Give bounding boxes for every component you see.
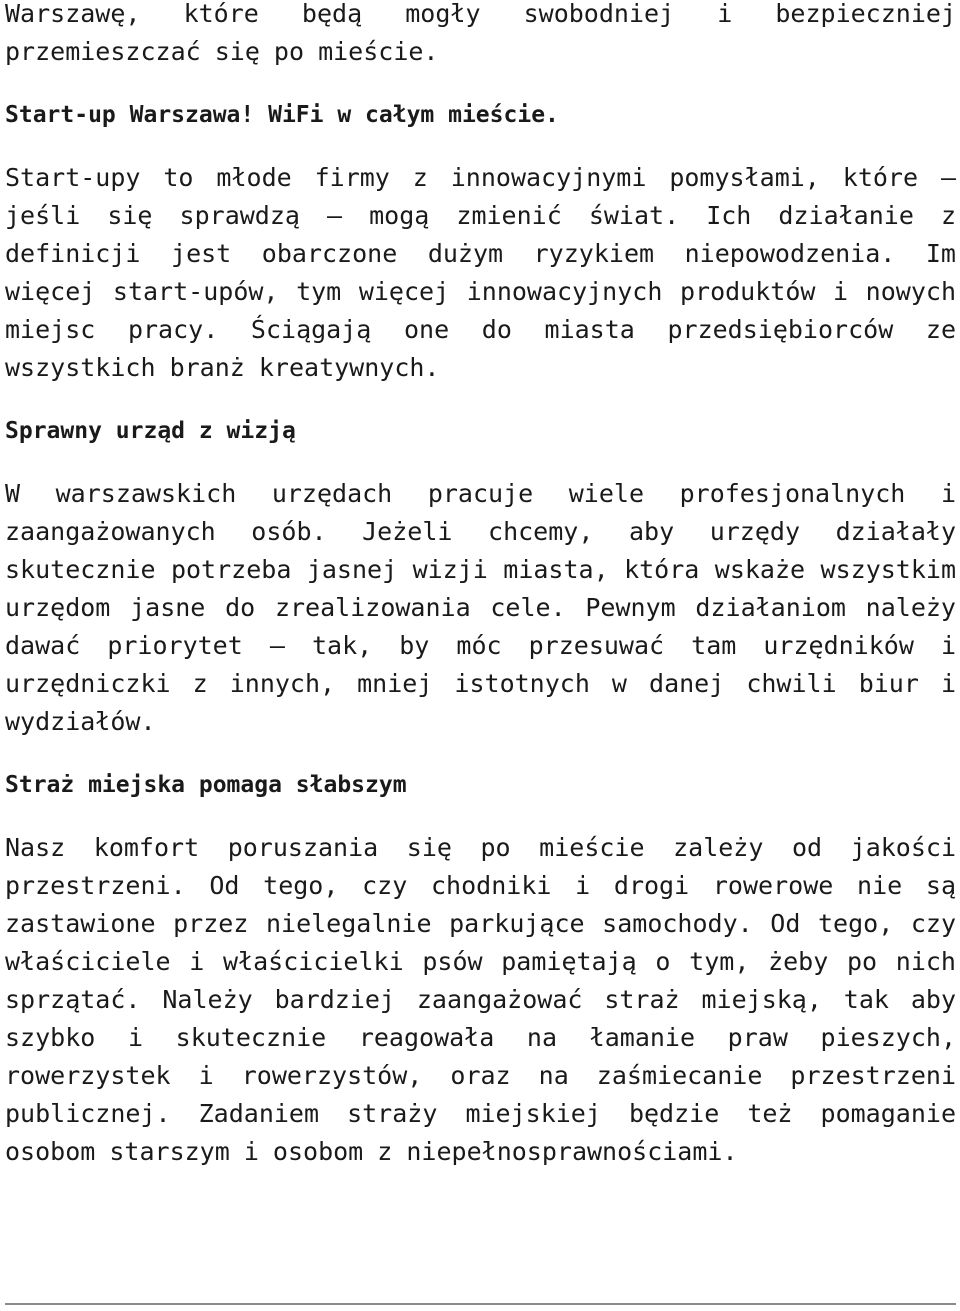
section-body-straz: Nasz komfort poruszania się po mieście zależy od jakości przestrzeni. Od tego, czy chodniki i drogi rowerowe nie są zastawione przez nielegalnie parkujące samochody. Od tego, czy właściciele i właścicielki psów pamiętają o tym, żeby po nich sprzątać. Należy bardziej zaangażować straż miejską, tak aby szybko i skutecznie reagowała na łamanie praw pieszych, rowerzystek i rowerzystów, oraz na zaśmiecanie przestrzeni publicznej. Zadaniem straży miejskiej będzie też pomaganie osobom starszym i osobom z niepełnosprawnościami. <box>5 833 956 1166</box>
section-body-urzad: W warszawskich urzędach pracuje wiele profesjonalnych i zaangażowanych osób. Jeżeli chcemy, aby urzędy działały skutecznie potrzeba jasnej wizji miasta, która wskaże wszystkim urzędom jasne do zrealizowania cele. Pewnym działaniom należy dawać priorytet – tak, by móc przesuwać tam urzędników i urzędniczki z innych, mniej istotnych w danej chwili biur i wydziałów. <box>5 479 956 736</box>
section-heading-startup: Start-up Warszawa! WiFi w całym mieście. <box>5 102 559 128</box>
document-page <box>5 0 956 1171</box>
section-heading-straz: Straż miejska pomaga słabszym <box>5 772 407 798</box>
footer-divider <box>5 1303 956 1305</box>
section-heading-urzad: Sprawny urząd z wizją <box>5 418 296 444</box>
intro-paragraph: Warszawę, które będą mogły swobodniej i bezpieczniej przemieszczać się po mieście. <box>5 0 956 66</box>
section-body-startup: Start-upy to młode firmy z innowacyjnymi pomysłami, które – jeśli się sprawdzą – mogą zmienić świat. Ich działanie z definicji jest obarczone dużym ryzykiem niepowodzenia. Im więcej start-upów, tym więcej innowacyjnych produktów i nowych miejsc pracy. Ściągają one do miasta przedsiębiorców ze wszystkich branż kreatywnych. <box>5 163 956 382</box>
